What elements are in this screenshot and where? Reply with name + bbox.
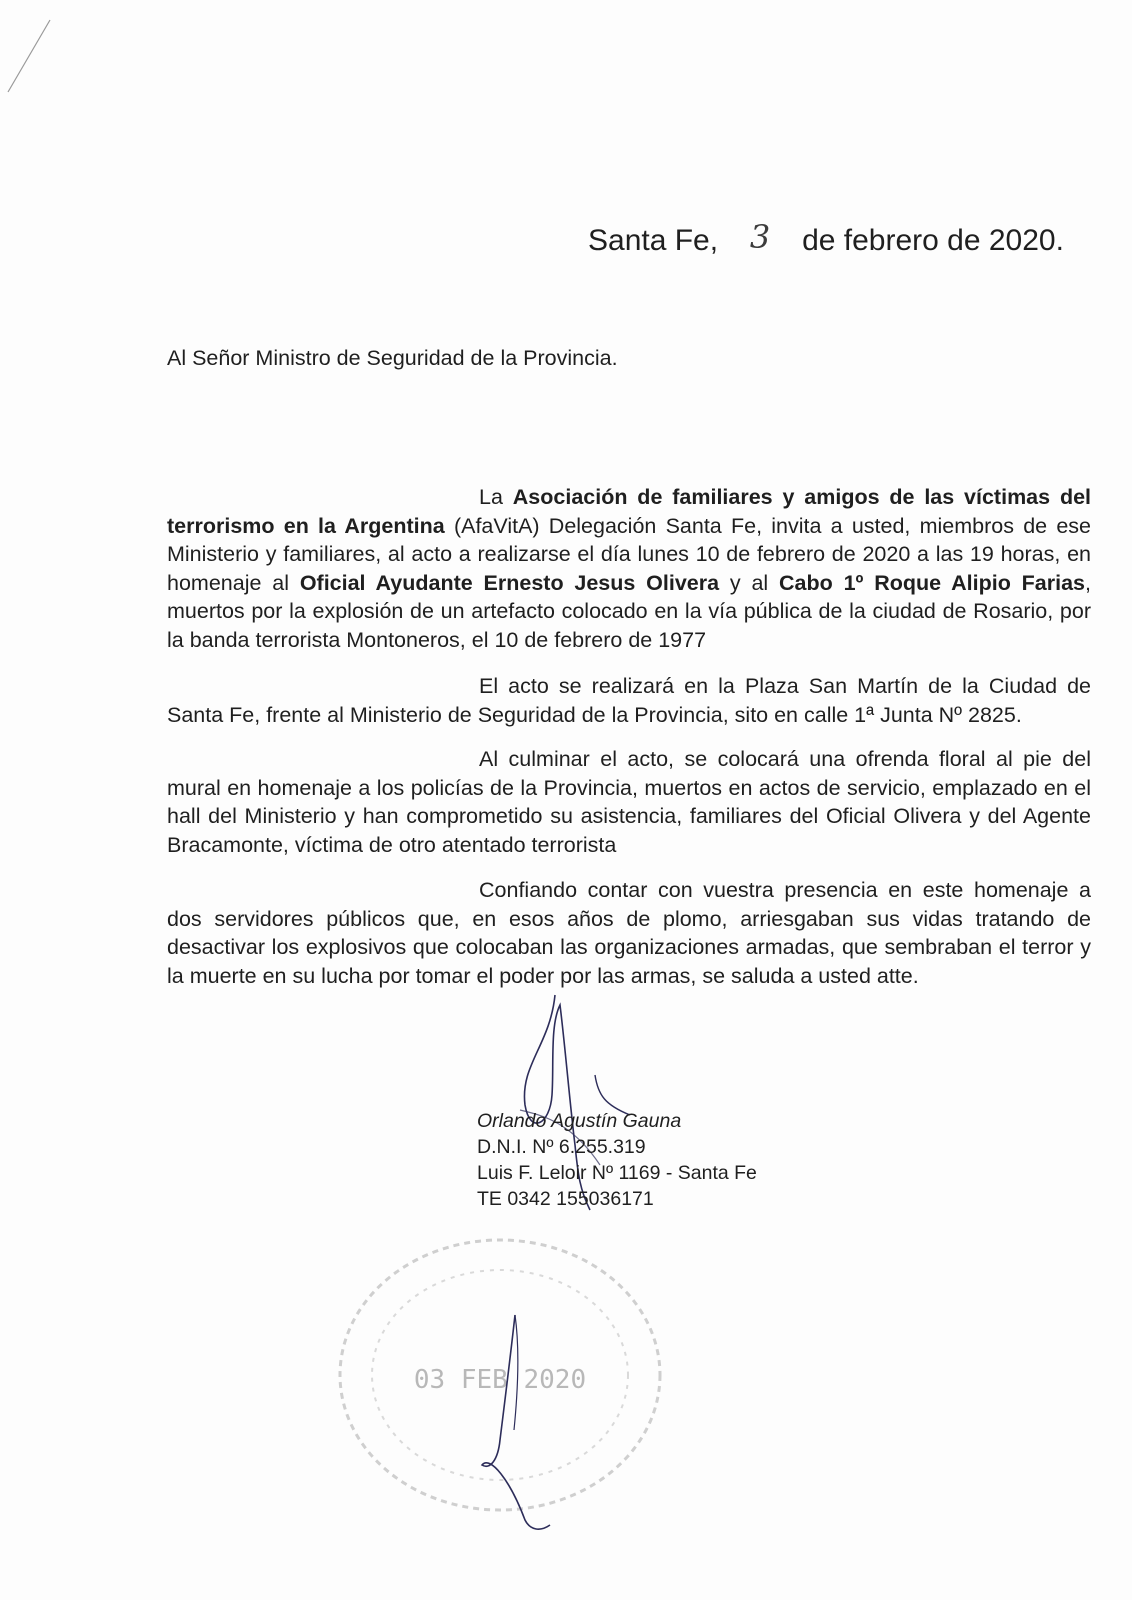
date-place: Santa Fe,: [588, 224, 719, 257]
signer-dni: D.N.I. Nº 6.255.319: [477, 1136, 646, 1158]
recipient-line: Al Señor Ministro de Seguridad de la Provincia.: [167, 346, 618, 370]
paragraph-invitation: La Asociación de familiares y amigos de las víctimas del terrorismo en la Argentina (AfaVitA) Delegación Santa Fe, invita a usted, miembros de ese Ministerio y familiares, al acto a realizarse el día lunes 10 de febrero de 2020 a las 19 horas, en homenaje al Oficial Ayudante Ernesto Jesus Olivera y al Cabo 1º Roque Alipio Farias, muertos por la explosión de un artefacto colocado en la vía pública de la ciudad de Rosario, por la banda terrorista Montoneros, el 10 de febrero de 1977: [167, 485, 1092, 652]
date-month-year: de febrero de 2020.: [802, 224, 1064, 257]
date-line: [588, 220, 1064, 258]
stamp-date: 03 FEB 2020: [413, 1365, 587, 1395]
date-day-handwritten: 3: [749, 218, 771, 256]
stamp-signature-icon: [470, 1310, 610, 1540]
paragraph-closing: Confiando contar con vuestra presencia en este homenaje a dos servidores públicos que, en esos años de plomo, arriesgaban sus vidas tratando de desactivar los explosivos que colocaban las organizaciones armadas, que sembraban el terror y la muerte en su lucha por tomar el poder por las armas, se saluda a usted atte.: [167, 878, 1091, 988]
signer-address: Luis F. Leloir Nº 1169 - Santa Fe: [477, 1162, 757, 1184]
honoree-farias: Cabo 1º Roque Alipio Farias: [779, 570, 1086, 595]
signer-name: Orlando Agustín Gauna: [477, 1110, 682, 1132]
signer-phone: TE 0342 155036171: [477, 1188, 654, 1210]
association-name: Asociación de familiares y amigos de las víctimas del terrorismo en la Argentina: [167, 485, 1092, 538]
scan-corner-mark: [0, 0, 120, 100]
paragraph-ceremony: Al culminar el acto, se colocará una ofrenda floral al pie del mural en homenaje a los policías de la Provincia, muertos en actos de servicio, emplazado en el hall del Ministerio y han comprometido su asistencia, familiares del Oficial Olivera y del Agente Bracamonte, víctima de otro atentado terrorista: [167, 747, 1091, 857]
signature-block: [477, 1108, 757, 1212]
honoree-olivera: Oficial Ayudante Ernesto Jesus Olivera: [299, 570, 720, 595]
paragraph-location: El acto se realizará en la Plaza San Martín de la Ciudad de Santa Fe, frente al Ministerio de Seguridad de la Provincia, sito en calle 1ª Junta Nº 2825.: [167, 674, 1091, 727]
